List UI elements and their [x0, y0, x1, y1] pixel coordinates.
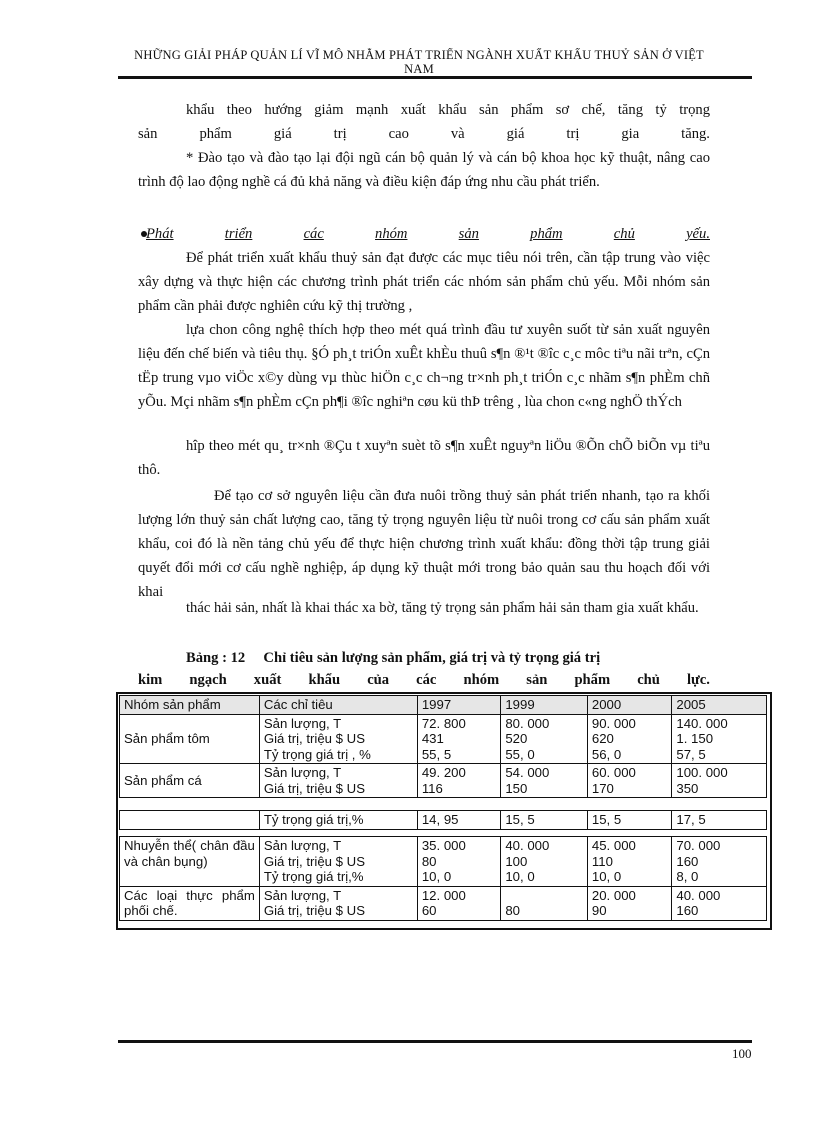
values-mollusc-2005: 70. 000 160 8, 0: [672, 837, 767, 887]
values-fish-1997: 49. 200 116: [417, 764, 501, 798]
group-fish-share: [120, 811, 260, 830]
caption-word: ngạch: [189, 672, 227, 688]
col-header-2000: 2000: [587, 696, 672, 715]
caption-word: kim: [138, 672, 163, 688]
caption-word: của: [367, 672, 390, 688]
word: trị: [566, 126, 580, 142]
heading-word: yếu.: [686, 226, 710, 242]
paragraph-1-line-1: khẩu theo hướng giảm mạnh xuất khẩu sản phẩm sơ chế, tăng tỷ trọng: [186, 102, 710, 118]
paragraph-2: * Đào tạo và đào tạo lại đội ngũ cán bộ quản lý và cán bộ khoa học kỹ thuật, nâng cao trình độ lao động nghề cá đủ khả năng và điều kiện đáp ứng nhu cầu phát triển.: [138, 150, 710, 190]
values-mollusc-1997: 35. 000 80 10, 0: [417, 837, 501, 887]
word: giá: [273, 126, 292, 142]
values-mollusc-1999: 40. 000 100 10, 0: [501, 837, 588, 887]
values-fish-1999: 54. 000 150: [501, 764, 588, 798]
heading-word: nhóm: [375, 226, 408, 242]
col-header-1997: 1997: [417, 696, 501, 715]
values-processed-1999: 80: [501, 886, 588, 920]
product-table-lower: [119, 836, 767, 921]
values-shrimp-2005: 140. 000 1. 150 57, 5: [672, 714, 767, 764]
caption-word: phẩm: [574, 672, 611, 688]
paragraph-6: Để tạo cơ sở nguyên liệu cần đưa nuôi trồng thuỷ sản phát triển nhanh, tạo ra khối lượng lớn thuỷ sản chất lượng cao, tăng tỷ trọng nguyên liệu từ nuôi trong cơ cấu sản phẩm xuất khẩu, coi đó là nền tảng chủ yếu để thực hiện chương trình xuất khẩu: đồng thời tập trung giải quyết đổi mới cơ cấu nghề nghiệp, áp dụng kỹ thuật mới trong bảo quản sau thu hoạch đối với khai: [138, 488, 710, 600]
word: và: [450, 126, 465, 142]
value-fish-share-2000: 15, 5: [587, 811, 672, 830]
running-header: NHỮNG GIẢI PHÁP QUẢN LÍ VĨ MÔ NHẰM PHÁT TRIỂN NGÀNH XUẤT KHẨU THUỶ SẢN Ở VIỆT NAM: [134, 48, 704, 76]
section-heading: [146, 222, 710, 246]
word: giá: [506, 126, 525, 142]
word: phẩm: [199, 126, 232, 142]
paragraph-4: lựa chon công nghệ thích hợp theo mét quá trình đầu tư xuyên suốt từ sản xuất nguyên liệu đến chế biến và tiêu thụ. §Ó ph¸t triÓn xuÊt khÈu thuû s¶n ®¹t ®îc c¸c môc tiªu nãi trªn, cÇn tËp trung vµo viÖc x©y dùng vµ thùc hiÖn c¸c ch¬ng tr×nh ph¸t triÓn c¸c nhãm s¶n phÈm chñ yÕu. Mçi nhãm s¶n phÈm cÇn ph¶i ®îc nghiªn cøu kü thÞ trêng , lùa chon c«ng nghÖ thÝch: [138, 322, 710, 410]
values-processed-2000: 20. 000 90: [587, 886, 672, 920]
heading-word: triển: [224, 226, 253, 242]
paragraph-3: Để phát triển xuất khẩu thuỷ sản đạt được các mục tiêu nói trên, cần tập trung vào việc xây dựng và thực hiện các chương trình phát triển các nhóm sản phẩm chủ yếu. Mỗi nhóm sản phẩm cần phải được nghiên cứu kỹ thị trường ,: [138, 250, 710, 314]
values-shrimp-2000: 90. 000 620 56, 0: [587, 714, 672, 764]
header-rule: [118, 76, 752, 79]
word: sản: [138, 126, 158, 142]
values-fish-2005: 100. 000 350: [672, 764, 767, 798]
caption-word: chủ: [637, 672, 660, 688]
word: tăng.: [681, 126, 710, 142]
col-header-2005: 2005: [672, 696, 767, 715]
caption-word: lực.: [687, 672, 710, 688]
page-number: 100: [732, 1046, 752, 1061]
paragraph-1-line-2: [138, 122, 710, 146]
table-row-fish-share: [120, 811, 767, 830]
indicators-shrimp: Sản lượng, T Giá trị, triệu $ US Tỷ trọng giá trị , %: [259, 714, 417, 764]
value-fish-share-1997: 14, 95: [417, 811, 501, 830]
group-processed: Các loại thực phẩm phối chế.: [120, 886, 260, 920]
heading-word: các: [303, 226, 324, 242]
values-fish-2000: 60. 000 170: [587, 764, 672, 798]
indicators-fish: Sản lượng, T Giá trị, triệu $ US: [259, 764, 417, 798]
col-header-1999: 1999: [501, 696, 588, 715]
values-processed-1997: 12. 000 60: [417, 886, 501, 920]
product-table-upper: [119, 695, 767, 798]
heading-word: phẩm: [530, 226, 563, 242]
caption-word: khẩu: [308, 672, 341, 688]
indicators-processed: Sản lượng, T Giá trị, triệu $ US: [259, 886, 417, 920]
caption-word: nhóm: [463, 672, 500, 688]
paragraph-7: thác hải sản, nhất là khai thác xa bờ, tăng tỷ trọng sản phẩm hải sản tham gia xuất khẩu.: [186, 600, 699, 616]
heading-word: chủ: [613, 226, 635, 242]
paragraph-5: hîp theo mét qu¸ tr×nh ®Çu t xuyªn suèt tõ s¶n xuÊt nguyªn liÖu ®Õn chÕ biÕn vµ tiªu thô.: [138, 438, 710, 478]
footer-rule: [118, 1040, 752, 1043]
col-header-indicator: Các chỉ tiêu: [259, 696, 417, 715]
group-fish: Sản phẩm cá: [120, 764, 260, 798]
table-header-row: [120, 696, 767, 715]
caption-word: xuất: [253, 672, 282, 688]
group-mollusc: Nhuyễn thể( chân đầu và chân bụng): [120, 837, 260, 887]
indicator-fish-share: Tỷ trọng giá trị,%: [259, 811, 417, 830]
table-row-processed: [120, 886, 767, 920]
table-row-fish: [120, 764, 767, 798]
col-header-group: Nhóm sản phẩm: [120, 696, 260, 715]
group-shrimp: Sản phẩm tôm: [120, 714, 260, 764]
word: cao: [388, 126, 409, 142]
product-table-share: [119, 810, 767, 830]
heading-word: sản: [458, 226, 479, 242]
table-row-mollusc: [120, 837, 767, 887]
heading-word: Phát: [146, 226, 174, 242]
values-processed-2005: 40. 000 160: [672, 886, 767, 920]
values-shrimp-1997: 72. 800 431 55, 5: [417, 714, 501, 764]
value-fish-share-1999: 15, 5: [501, 811, 588, 830]
table-caption-line-2: [138, 668, 710, 692]
table-row-shrimp: [120, 714, 767, 764]
values-mollusc-2000: 45. 000 110 10, 0: [587, 837, 672, 887]
word: gia: [621, 126, 640, 142]
values-shrimp-1999: 80. 000 520 55, 0: [501, 714, 588, 764]
indicators-mollusc: Sản lượng, T Giá trị, triệu $ US Tỷ trọng giá trị,%: [259, 837, 417, 887]
value-fish-share-2005: 17, 5: [672, 811, 767, 830]
caption-word: sản: [526, 672, 548, 688]
word: trị: [333, 126, 347, 142]
table-caption-line-1: Bảng : 12 Chỉ tiêu sản lượng sản phẩm, giá trị và tỷ trọng giá trị: [186, 650, 601, 666]
caption-word: các: [416, 672, 437, 688]
